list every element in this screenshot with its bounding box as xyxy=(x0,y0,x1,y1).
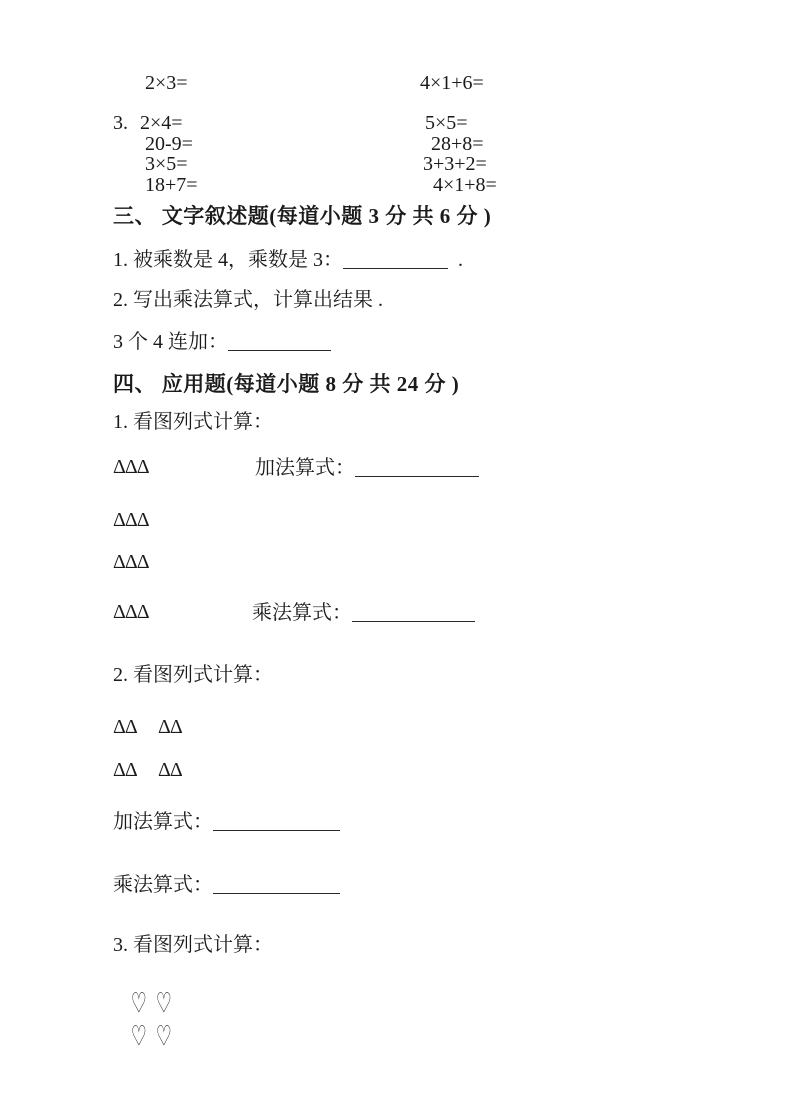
math-expression: 4×1+6= xyxy=(420,72,484,94)
question-line xyxy=(113,331,331,353)
answer-blank xyxy=(213,887,340,894)
triangle-group-icon: ΔΔΔ xyxy=(113,551,149,573)
math-expression: 3×5= xyxy=(145,153,188,175)
answer-blank xyxy=(343,262,448,269)
addition-expression-label: 加法算式： xyxy=(255,457,355,479)
answer-line xyxy=(113,874,340,896)
answer-blank xyxy=(213,824,340,831)
answer-blank xyxy=(352,615,475,622)
triangle-group-icon: ΔΔ xyxy=(113,716,137,738)
math-expression: 28+8= xyxy=(431,133,484,155)
math-expression: 4×1+8= xyxy=(433,174,497,196)
multiplication-expression-label: 乘法算式： xyxy=(113,874,213,896)
question-text: 1. 看图列式计算： xyxy=(113,411,273,433)
question-text: 2. 写出乘法算式，计算出结果 . xyxy=(113,289,383,311)
question-text: 3. 看图列式计算： xyxy=(113,934,273,956)
heart-row xyxy=(128,986,178,1020)
triangle-group-icon: ΔΔ xyxy=(113,759,137,781)
answer-line xyxy=(113,811,340,833)
question-text: 1. 被乘数是 4，乘数是 3： xyxy=(113,249,343,271)
triangle-group-icon: ΔΔ xyxy=(158,716,182,738)
triangle-group-icon: ΔΔΔ xyxy=(113,601,149,623)
math-expression: 5×5= xyxy=(425,112,468,134)
question-number: 3. xyxy=(113,112,128,134)
addition-expression-label: 加法算式： xyxy=(113,811,213,833)
heart-row xyxy=(128,1019,178,1053)
math-expression: 18+7= xyxy=(145,174,198,196)
multiplication-expression-label: 乘法算式： xyxy=(252,602,352,624)
answer-blank xyxy=(355,470,479,477)
triangle-group-icon: ΔΔΔ xyxy=(113,456,149,478)
question-text: 2. 看图列式计算： xyxy=(113,664,273,686)
question-line xyxy=(113,249,463,271)
question-text: 3 个 4 连加： xyxy=(113,331,228,353)
section-heading: 三、 文字叙述题(每道小题 3 分 共 6 分 ) xyxy=(113,204,492,228)
heart-icon: ♡ xyxy=(155,986,172,1020)
math-expression: 20-9= xyxy=(145,133,193,155)
triangle-group-icon: ΔΔ xyxy=(158,759,182,781)
answer-blank xyxy=(228,344,331,351)
triangle-group-icon: ΔΔΔ xyxy=(113,509,149,531)
answer-line xyxy=(252,602,475,624)
section-heading: 四、 应用题(每道小题 8 分 共 24 分 ) xyxy=(113,372,460,396)
math-expression: 3+3+2= xyxy=(423,153,487,175)
answer-line xyxy=(255,457,479,479)
heart-icon: ♡ xyxy=(155,1019,172,1053)
question-period: . xyxy=(458,249,463,271)
heart-icon: ♡ xyxy=(130,986,147,1020)
math-expression: 2×4= xyxy=(140,112,183,134)
math-expression: 2×3= xyxy=(145,72,188,94)
heart-icon: ♡ xyxy=(130,1019,147,1053)
